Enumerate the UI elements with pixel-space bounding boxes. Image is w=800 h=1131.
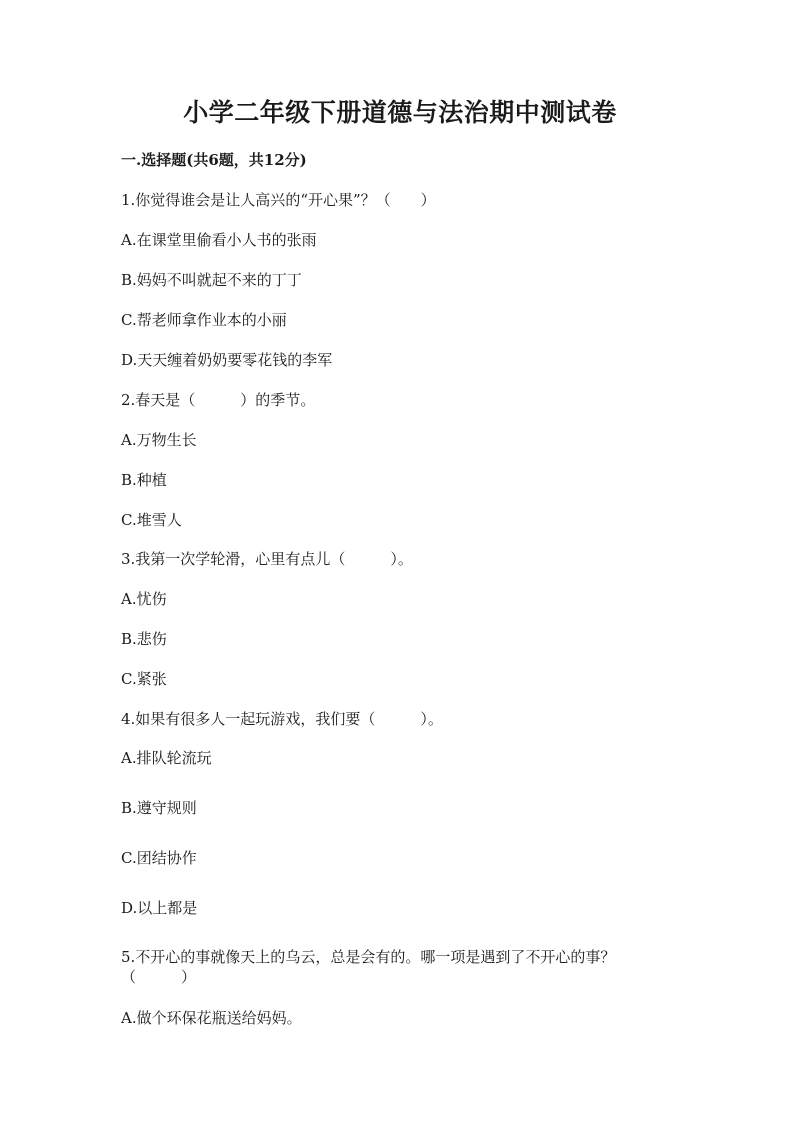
question-1-stem: 1.你觉得谁会是让人高兴的“开心果”？（ ） bbox=[121, 191, 436, 209]
question-2-stem: 2.春天是（ ）的季节。 bbox=[121, 391, 316, 409]
question-4-option-b: B.遵守规则 bbox=[121, 799, 197, 817]
question-1-option-c: C.帮老师拿作业本的小丽 bbox=[121, 311, 287, 329]
question-4-option-a: A.排队轮流玩 bbox=[121, 749, 212, 767]
question-4-stem: 4.如果有很多人一起玩游戏，我们要（ ）。 bbox=[121, 710, 443, 728]
question-4-option-d: D.以上都是 bbox=[121, 899, 198, 917]
page-title: 小学二年级下册道德与法治期中测试卷 bbox=[183, 98, 617, 127]
section-heading: 一.选择题(共6题，共12分) bbox=[121, 151, 307, 169]
question-2-option-b: B.种植 bbox=[121, 471, 167, 489]
question-5-stem: 5.不开心的事就像天上的乌云，总是会有的。哪一项是遇到了不开心的事？ bbox=[121, 948, 616, 966]
question-3-option-b: B.悲伤 bbox=[121, 630, 167, 648]
question-5-option-a: A.做个环保花瓶送给妈妈。 bbox=[121, 1009, 302, 1027]
question-2-option-c: C.堆雪人 bbox=[121, 511, 182, 529]
question-5-stem-continuation: （ ） bbox=[121, 968, 197, 986]
question-3-option-c: C.紧张 bbox=[121, 670, 167, 688]
question-1-option-b: B.妈妈不叫就起不来的丁丁 bbox=[121, 271, 302, 289]
question-1-option-d: D.天天缠着奶奶要零花钱的李军 bbox=[121, 351, 333, 369]
question-4-option-c: C.团结协作 bbox=[121, 849, 197, 867]
question-3-stem: 3.我第一次学轮滑，心里有点儿（ ）。 bbox=[121, 550, 413, 568]
question-3-option-a: A.忧伤 bbox=[121, 590, 167, 608]
question-2-option-a: A.万物生长 bbox=[121, 431, 197, 449]
question-1-option-a: A.在课堂里偷看小人书的张雨 bbox=[121, 231, 317, 249]
